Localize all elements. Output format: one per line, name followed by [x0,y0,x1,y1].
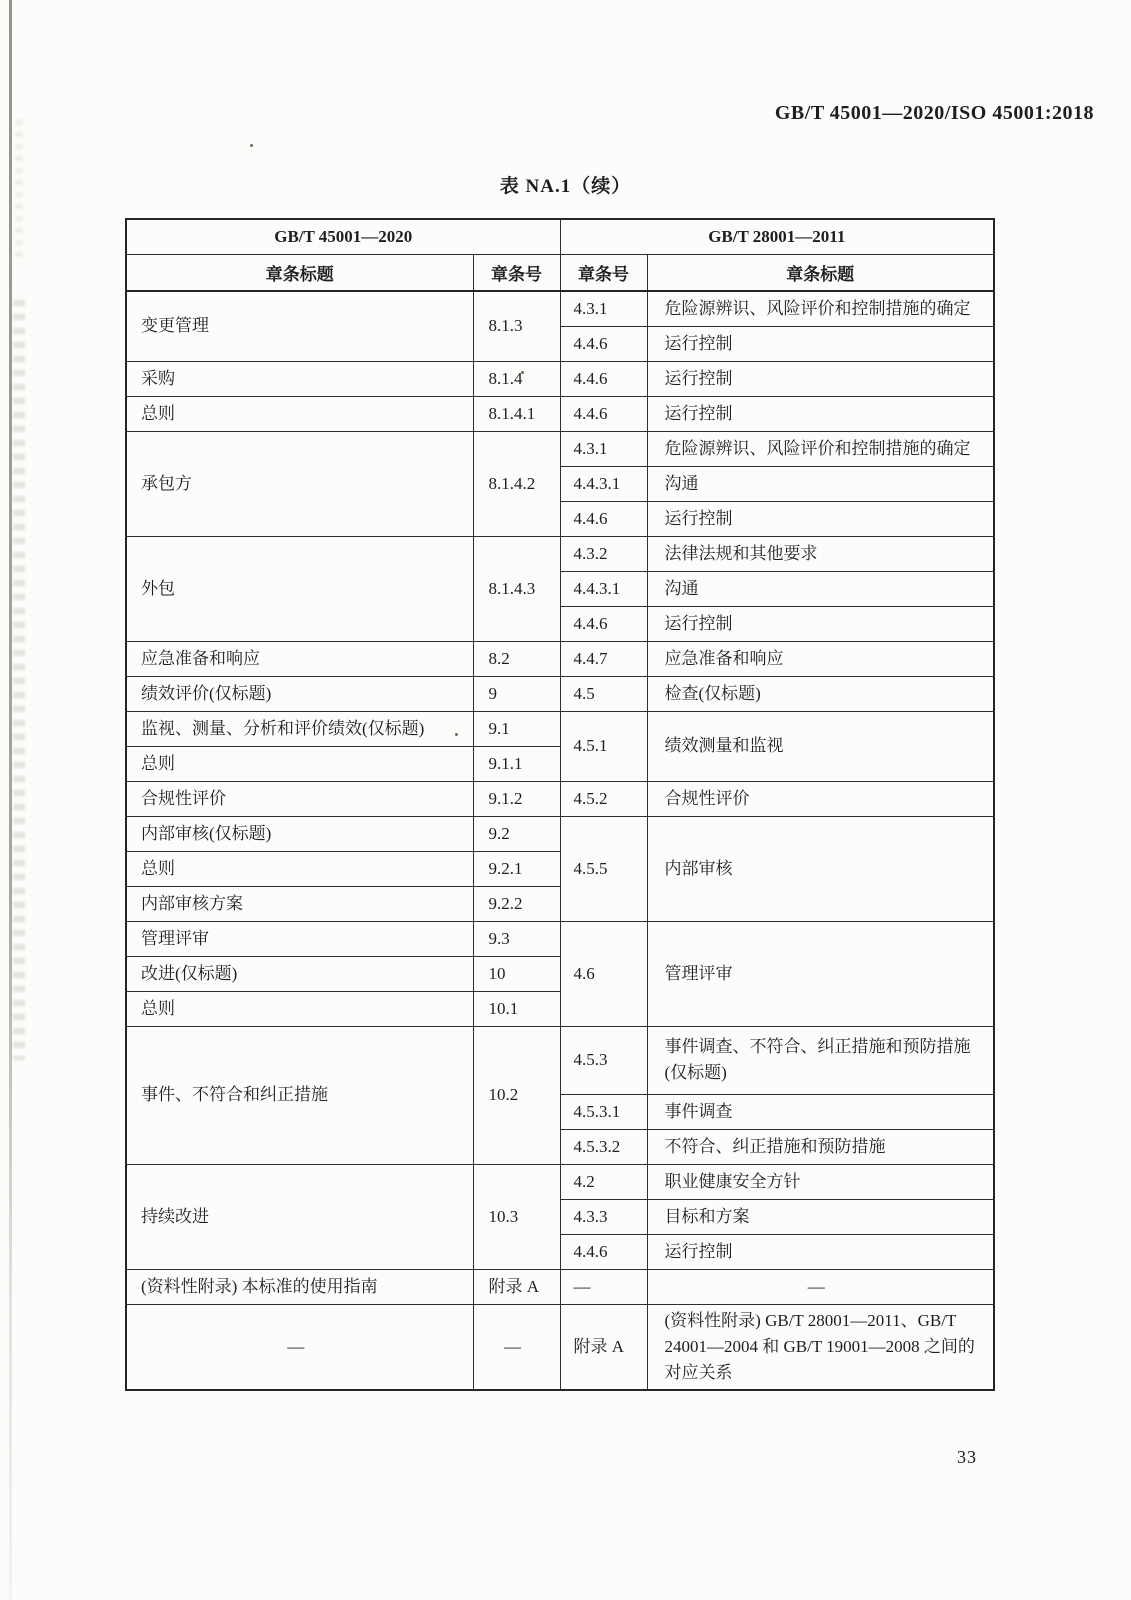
table-group-header-row [126,219,994,254]
table-row [126,361,994,396]
table-column-header-row [126,254,994,291]
table-cell: 事件调查、不符合、纠正措施和预防措施(仅标题) [647,1026,994,1094]
table-row [126,396,994,431]
table-cell: 4.4.3.1 [560,466,647,501]
column-header: 章条标题 [647,254,994,291]
table-cell: 4.5.3 [560,1026,647,1094]
table-cell: 应急准备和响应 [647,641,994,676]
table-cell: 4.3.3 [560,1199,647,1234]
table-row [126,816,994,851]
table-cell: 10.2 [473,1026,560,1164]
table-cell: 运行控制 [647,501,994,536]
table-cell: 4.2 [560,1164,647,1199]
table-cell: 总则 [126,991,473,1026]
table-cell: 外包 [126,536,473,641]
table-cell: 4.4.6 [560,326,647,361]
scan-artifact [250,144,253,147]
table-row [126,1026,994,1094]
table-row [126,1164,994,1199]
table-cell: 持续改进 [126,1164,473,1269]
table-row [126,1269,994,1304]
table-cell: 8.2 [473,641,560,676]
column-group-header: GB/T 45001—2020 [126,219,560,254]
table-cell: 绩效测量和监视 [647,711,994,781]
table-cell: 应急准备和响应 [126,641,473,676]
table-cell: 运行控制 [647,606,994,641]
table-cell: 合规性评价 [126,781,473,816]
table-cell: 4.4.3.1 [560,571,647,606]
table-row [126,536,994,571]
table-cell: 4.5.2 [560,781,647,816]
table-cell: 内部审核(仅标题) [126,816,473,851]
table-cell: 4.4.6 [560,1234,647,1269]
table-cell: 10.1 [473,991,560,1026]
table-cell: 检查(仅标题) [647,676,994,711]
table-cell: 8.1.4 [473,361,560,396]
table-row [126,641,994,676]
table-cell: 沟通 [647,466,994,501]
table-cell: 合规性评价 [647,781,994,816]
table-cell: 9.1 [473,711,560,746]
table-cell: 事件、不符合和纠正措施 [126,1026,473,1164]
table-cell: — [126,1304,473,1390]
table-cell: 法律法规和其他要求 [647,536,994,571]
table-cell: 9 [473,676,560,711]
table-cell: 目标和方案 [647,1199,994,1234]
table-cell: 内部审核方案 [126,886,473,921]
table-cell: 4.3.1 [560,431,647,466]
table-body [126,291,994,1390]
table-cell: 4.3.2 [560,536,647,571]
table-cell: 总则 [126,396,473,431]
table-cell: 变更管理 [126,291,473,361]
column-header: 章条号 [560,254,647,291]
table-cell: 4.3.1 [560,291,647,326]
table-cell: 危险源辨识、风险评价和控制措施的确定 [647,291,994,326]
table-cell: 监视、测量、分析和评价绩效(仅标题) [126,711,473,746]
table-row [126,921,994,956]
table-cell: 4.5.5 [560,816,647,921]
table-cell: — [560,1269,647,1304]
table-cell: 运行控制 [647,326,994,361]
table-cell: 改进(仅标题) [126,956,473,991]
table-row [126,1304,994,1390]
table-cell: 4.4.6 [560,501,647,536]
table-cell: 沟通 [647,571,994,606]
table-cell: 附录 A [560,1304,647,1390]
table-cell: 危险源辨识、风险评价和控制措施的确定 [647,431,994,466]
table-cell: 9.2.1 [473,851,560,886]
table-caption: 表 NA.1（续） [499,176,632,197]
table-cell: 4.4.6 [560,606,647,641]
table-header [126,219,994,291]
table-cell: 运行控制 [647,1234,994,1269]
table-cell: (资料性附录) GB/T 28001—2011、GB/T 24001—2004 和 GB/T 19001—2008 之间的对应关系 [647,1304,994,1390]
column-header: 章条标题 [126,254,473,291]
table-cell: 9.1.1 [473,746,560,781]
table-cell: 事件调查 [647,1094,994,1129]
table-row [126,431,994,466]
table-cell: 8.1.4.2 [473,431,560,536]
correspondence-table [125,218,995,1391]
table-cell: 4.6 [560,921,647,1026]
table-cell: 内部审核 [647,816,994,921]
table-cell: 管理评审 [126,921,473,956]
table-cell: 总则 [126,746,473,781]
table-cell: (资料性附录) 本标准的使用指南 [126,1269,473,1304]
table-cell: 运行控制 [647,396,994,431]
table-cell: 4.5.3.1 [560,1094,647,1129]
table-row [126,781,994,816]
table-cell: 不符合、纠正措施和预防措施 [647,1129,994,1164]
page-number: 33 [957,1447,977,1467]
table-cell: 4.5.3.2 [560,1129,647,1164]
table-row [126,291,994,326]
table-cell: 8.1.4.3 [473,536,560,641]
scan-artifact [9,0,12,1600]
column-group-header: GB/T 28001—2011 [560,219,994,254]
table-cell: 职业健康安全方针 [647,1164,994,1199]
table-cell: 承包方 [126,431,473,536]
table-cell: 10.3 [473,1164,560,1269]
table-cell: 采购 [126,361,473,396]
table-row [126,711,994,746]
column-header: 章条号 [473,254,560,291]
scan-artifact [13,300,25,1060]
table-cell: 9.2.2 [473,886,560,921]
table-cell: 4.4.7 [560,641,647,676]
table-cell: 4.4.6 [560,361,647,396]
table-row [126,676,994,711]
table-cell: 8.1.4.1 [473,396,560,431]
table-cell: 4.5 [560,676,647,711]
table-cell: 10 [473,956,560,991]
table-cell: — [647,1269,994,1304]
table-cell: — [473,1304,560,1390]
table-cell: 管理评审 [647,921,994,1026]
table-cell: 9.2 [473,816,560,851]
table-cell: 总则 [126,851,473,886]
table-cell: 运行控制 [647,361,994,396]
table-cell: 9.1.2 [473,781,560,816]
table-cell: 8.1.3 [473,291,560,361]
table-cell: 9.3 [473,921,560,956]
standard-number-header: GB/T 45001—2020/ISO 45001:2018 [774,102,1094,124]
table-cell: 绩效评价(仅标题) [126,676,473,711]
table-cell: 附录 A [473,1269,560,1304]
table-cell: 4.5.1 [560,711,647,781]
table-cell: 4.4.6 [560,396,647,431]
